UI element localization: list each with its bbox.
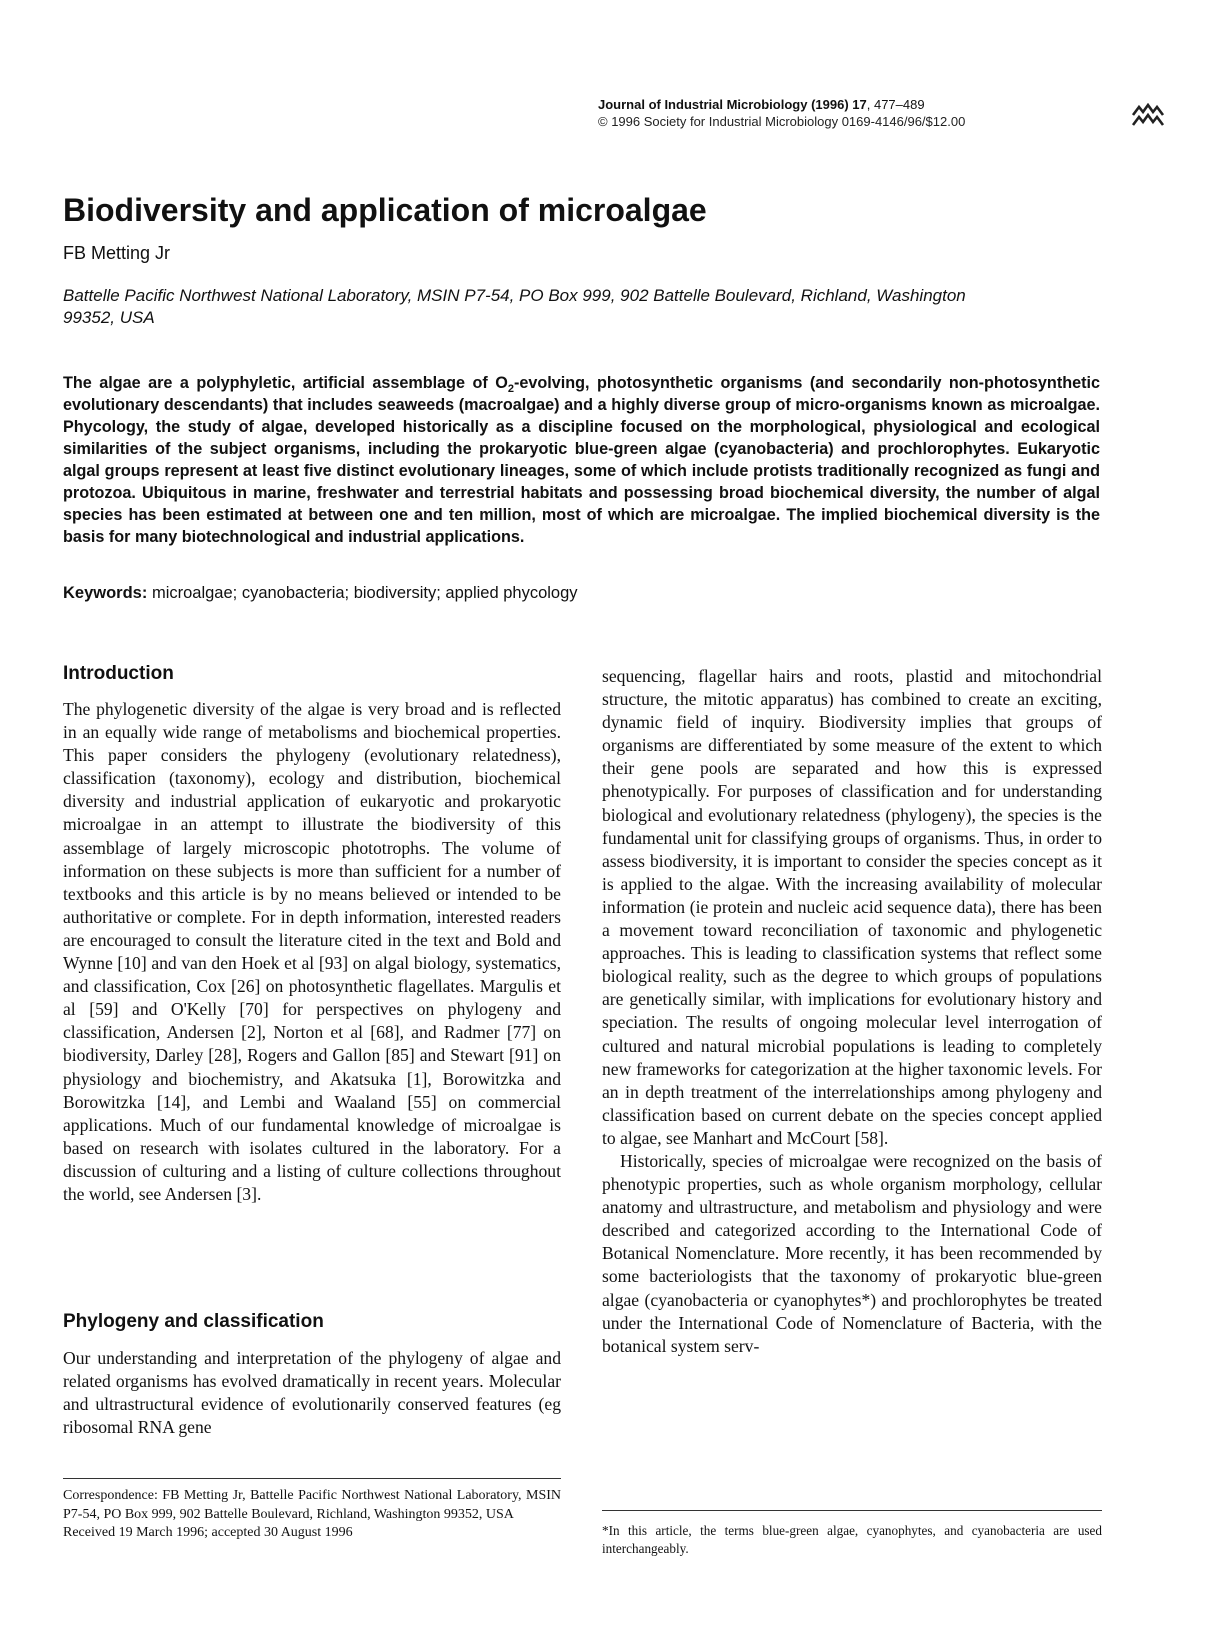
author-affiliation [63, 285, 1163, 329]
journal-copyright: © 1996 Society for Industrial Microbiology 0169-4146/96/$12.00 [598, 114, 966, 129]
right-column-paragraph-1: sequencing, flagellar hairs and roots, plastid and mitochondrial structure, the mitotic apparatus) has combined to create an exciting, dynamic field of inquiry. Biodiversity implies that groups of organisms are differentiated by some measure of the extent to which their gene pools are separated and how this is expressed phenotypically. For purposes of classification and for understanding biological and evolutionary relatedness (phylogeny), the species is the fundamental unit for classifying groups of organisms. Thus, in order to assess biodiversity, it is important to consider the species concept as it is applied to the algae. With the increasing availability of molecular information (ie protein and nucleic acid sequence data), there has been a movement toward reconciliation of taxonomic and phylogenetic approaches. This is leading to classification systems that reflect some biological reality, such as the degree to which groups of populations are genetically similar, with implications for evolutionary history and speciation. The results of ongoing molecular level interrogation of cultured and natural microbial populations is leading to completely new frameworks for categorization at the higher taxonomic levels. For an in depth treatment of the interrelationships among phylogeny and classification based on current debate on the species concept applied to algae, see Manhart and McCourt [58]. [602, 666, 1102, 1148]
correspondence-footnote [63, 1487, 561, 1543]
right-column-paragraph-2: Historically, species of microalgae were recognized on the basis of phenotypic properties, such as whole organism morphology, cellular anatomy and ultrastructure, and metabolism and physiology and were described and categorized according to the International Code of Botanical Nomenclature. More recently, it has been recommended by some bacteriologists that the taxonomy of prokaryotic blue-green algae (cyanobacteria or cyanophytes*) and prochlorophytes be treated under the International Code of Nomenclature of Bacteria, with the botanical system serv- [602, 1150, 1102, 1356]
journal-header [598, 96, 1058, 130]
publisher-logo-icon [1131, 103, 1165, 129]
section-heading-introduction: Introduction [63, 663, 174, 684]
correspondence-text: Correspondence: FB Metting Jr, Battelle Pacific Northwest National Laboratory, MSIN P7-54, PO Box 999, 902 Battelle Boulevard, Richland, Washington 99352, USA [63, 1488, 561, 1522]
introduction-text: The phylogenetic diversity of the algae is very broad and is reflected in an equally wide range of metabolisms and biochemical properties. This paper considers the phylogeny (evolutionary relatedness), classification (taxonomy), ecology and distribution, biochemical diversity and industrial application of eukaryotic and prokaryotic microalgae in an attempt to illustrate the biodiversity of this assemblage of largely microscopic phototrophs. The volume of information on these subjects is more than sufficient for a number of textbooks and this article is by no means believed or intended to be authoritative or complete. For in depth information, interested readers are encouraged to consult the literature cited in the text and Bold and Wynne [10] and van den Hoek et al [93] on algal biology, systematics, and classification, Cox [26] on photosynthetic flagellates. Margulis et al [59] and O'Kelly [70] for perspectives on phylogeny and classification, Andersen [2], Norton et al [68], and Radmer [77] on biodiversity, Darley [28], Rogers and Gallon [85] and Stewart [91] on physiology and biochemistry, and Akatsuka [1], Borowitzka and Borowitzka [14], and Lembi and Waaland [55] on commercial applications. Much of our fundamental knowledge of microalgae is based on research with isolates cultured in the laboratory. For a discussion of culturing and a listing of culture collections throughout the world, see Andersen [3]. [63, 699, 561, 1204]
abstract [63, 372, 1100, 548]
journal-name: Journal of Industrial Microbiology (1996) [598, 97, 849, 112]
abstract-text-start: The algae are a polyphyletic, artificial assemblage of O [63, 374, 508, 392]
section-heading-phylogeny: Phylogeny and classification [63, 1311, 324, 1332]
abstract-text-rest: -evolving, photosynthetic organisms (and secondarily non-photosynthetic evolutionary descendants) that includes seaweeds (macroalgae) and a highly diverse group of micro-organisms known as microalgae. Phycology, the study of algae, developed historically as a discipline focused on the morphological, physiological and ecological similarities of the subject organisms, including the prokaryotic blue-green algae (cyanobacteria) and prochlorophytes. Eukaryotic algal groups represent at least five distinct evolutionary lineages, some of which include protists traditionally recognized as fungi and protozoa. Ubiquitous in marine, freshwater and terrestrial habitats and possessing broad biochemical diversity, the number of algal species has been estimated at between one and ten million, most of which are microalgae. The implied biochemical diversity is the basis for many biotechnological and industrial applications. [63, 374, 1100, 546]
abstract-subscript: 2 [507, 383, 514, 396]
footnote-divider-right [602, 1510, 1102, 1511]
affiliation-line-1: Battelle Pacific Northwest National Laboratory, MSIN P7-54, PO Box 999, 902 Battelle Boulevard, Richland, Washington [63, 286, 966, 305]
received-dates: Received 19 March 1996; accepted 30 August 1996 [63, 1525, 353, 1540]
right-column [602, 665, 1102, 1358]
keywords [63, 582, 578, 604]
paper-title: Biodiversity and application of microalgae [63, 192, 707, 228]
journal-citation [598, 96, 1058, 113]
journal-pages: , 477–489 [866, 97, 925, 112]
footnote-divider-left [63, 1478, 561, 1479]
paper-author: FB Metting Jr [63, 243, 171, 263]
terminology-footnote: *In this article, the terms blue-green algae, cyanophytes, and cyanobacteria are used interchangeably. [602, 1523, 1102, 1556]
keywords-list: microalgae; cyanobacteria; biodiversity; applied phycology [147, 584, 578, 602]
phylogeny-text: Our understanding and interpretation of the phylogeny of algae and related organisms has evolved dramatically in recent years. Molecular and ultrastructural evidence of evolutionarily conserved features (eg ribosomal RNA gene [63, 1348, 561, 1438]
affiliation-line-2: 99352, USA [63, 308, 155, 327]
keywords-label: Keywords: [63, 584, 148, 602]
journal-volume: 17 [852, 97, 867, 112]
